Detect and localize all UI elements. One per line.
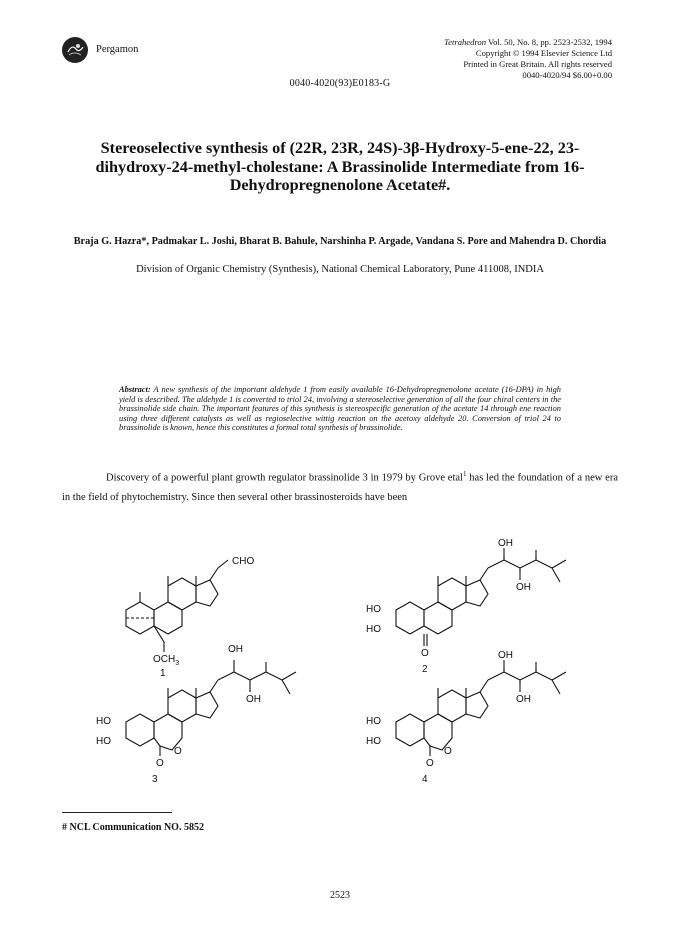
copyright-line: Copyright © 1994 Elsevier Science Ltd xyxy=(475,48,612,58)
oh-side-label: OH xyxy=(516,582,531,593)
journal-volume: Vol. 50, No. 8, pp. 2523-2532, 1994 xyxy=(486,37,612,47)
doi-code: 0040-4020(93)E0183-G xyxy=(289,78,391,89)
abstract-label: Abstract: xyxy=(119,385,151,394)
publisher-logo xyxy=(62,37,88,63)
cho-label: CHO xyxy=(232,556,255,567)
citation-superscript: 1 xyxy=(462,470,467,478)
ho-label: HO xyxy=(366,716,381,727)
body-text xyxy=(62,465,618,508)
compound-3-label: 3 xyxy=(152,774,158,785)
structure-1 xyxy=(126,560,228,652)
oh-side-label: OH xyxy=(246,694,261,705)
affiliation: Division of Organic Chemistry (Synthesis), National Chemical Laboratory, Pune 411008, INDIA xyxy=(136,264,544,275)
paragraph xyxy=(62,465,618,508)
compound-1-label: 1 xyxy=(160,668,166,679)
och3-text: OCH xyxy=(153,654,176,665)
structure-2 xyxy=(396,548,566,646)
carbonyl-o-label: O xyxy=(156,758,164,769)
abstract-text: A new synthesis of the important aldehyde 1 from easily available 16-Dehydropregnenolone acetate (16-DPA) in high yield is described. The aldehyde 1 is converted to triol 24, involving a stereoselective generation of all the four chiral centers in the brassinolide side chain. The important features of this synthesis is stereospecific generation of the acetate 14 through ene reaction using three different catalysts as well as regioselective wittig reaction on the acetoxy aldehyde 20. Conversion of triol 24 to brassinolide is known, hence this constitutes a formal total synthesis of brassinolide. xyxy=(119,385,561,433)
ho-label: HO xyxy=(96,716,111,727)
compound-4-label: 4 xyxy=(422,774,428,785)
chemical-structures xyxy=(60,538,620,808)
och3-subscript: 3 xyxy=(175,660,180,667)
ho-label: HO xyxy=(366,736,381,747)
ho-label: HO xyxy=(366,604,381,615)
footnote: # NCL Communication NO. 5852 xyxy=(62,822,204,833)
journal-info xyxy=(352,37,612,81)
lactone-o-label: O xyxy=(174,746,182,757)
printed-line: Printed in Great Britain. All rights reserved xyxy=(463,59,612,69)
ketone-o-label: O xyxy=(421,648,429,659)
compound-2-label: 2 xyxy=(422,664,428,675)
structure-3 xyxy=(126,660,296,756)
journal-citation xyxy=(352,37,612,48)
page-number: 2523 xyxy=(330,890,350,901)
carbonyl-o-label: O xyxy=(426,758,434,769)
price-line: 0040-4020/94 $6.00+0.00 xyxy=(522,70,612,80)
ho-label: HO xyxy=(366,624,381,635)
footnote-rule xyxy=(62,812,172,813)
oh-top-label: OH xyxy=(498,650,513,661)
journal-name: Tetrahedron xyxy=(444,37,487,47)
oh-side-label: OH xyxy=(516,694,531,705)
author-list: Braja G. Hazra*, Padmakar L. Joshi, Bharat B. Bahule, Narshinha P. Argade, Vandana S. Pore and Mahendra D. Chordia xyxy=(73,236,607,247)
ho-label: HO xyxy=(96,736,111,747)
publisher-name: Pergamon xyxy=(96,44,139,55)
oh-top-label: OH xyxy=(228,644,243,655)
lactone-o-label: O xyxy=(444,746,452,757)
abstract xyxy=(119,385,561,433)
paper-title: Stereoselective synthesis of (22R, 23R, 24S)-3β-Hydroxy-5-ene-22, 23-dihydroxy-24-methyl-cholestane: A Brassinolide Intermediate from 16-Dehydropregnenolone Acetate#. xyxy=(95,139,585,194)
paragraph-text-start: Discovery of a powerful plant growth regulator brassinolide 3 in 1979 by Grove etal xyxy=(106,472,463,484)
paragraph-text-end: has led the foundation of a new era in the field of phytochemistry. Since then several other brassinosteroids have been xyxy=(62,472,618,503)
oh-top-label: OH xyxy=(498,538,513,549)
och3-label xyxy=(153,654,179,667)
